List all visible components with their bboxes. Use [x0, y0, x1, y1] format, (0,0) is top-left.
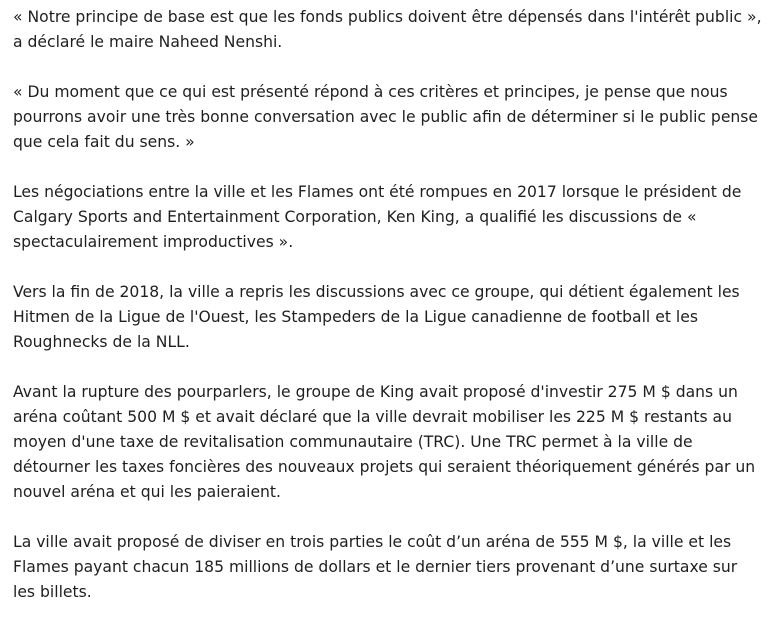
paragraph-city-proposal: La ville avait proposé de diviser en trois parties le coût d’un aréna de 555 M $, la ville et les Flames payant chacun 185 millions de dollars et le dernier tiers provenant d’une surtaxe sur les billets.: [13, 533, 738, 601]
paragraph-conversation-quote: « Du moment que ce qui est présenté répond à ces critères et principes, je pense que nous pourrons avoir une très bonne conversation avec le public afin de déterminer si le public pense que cela fait du sens. »: [13, 83, 759, 151]
paragraph-mayor-quote: « Notre principe de base est que les fonds publics doivent être dépensés dans l'intérêt public », a déclaré le maire Naheed Nenshi.: [13, 8, 762, 51]
paragraph-discussions-resumed: Vers la fin de 2018, la ville a repris les discussions avec ce groupe, qui détient également les Hitmen de la Ligue de l'Ouest, les Stampeders de la Ligue canadienne de football et les Roughnecks de la NLL.: [13, 283, 740, 351]
paragraph-negotiations-broken: Les négociations entre la ville et les Flames ont été rompues en 2017 lorsque le président de Calgary Sports and Entertainment Corporation, Ken King, a qualifié les discussions de « spectaculairement improductives ».: [13, 183, 742, 251]
paragraph-king-proposal: Avant la rupture des pourparlers, le groupe de King avait proposé d'investir 275 M $ dans un aréna coûtant 500 M $ et avait déclaré que la ville devrait mobiliser les 225 M $ restants au moyen d'une taxe de revitalisation communautaire (TRC). Une TRC permet à la ville de détourner les taxes foncières des nouveaux projets qui seraient théoriquement générés par un nouvel aréna et qui les paieraient.: [13, 383, 756, 501]
